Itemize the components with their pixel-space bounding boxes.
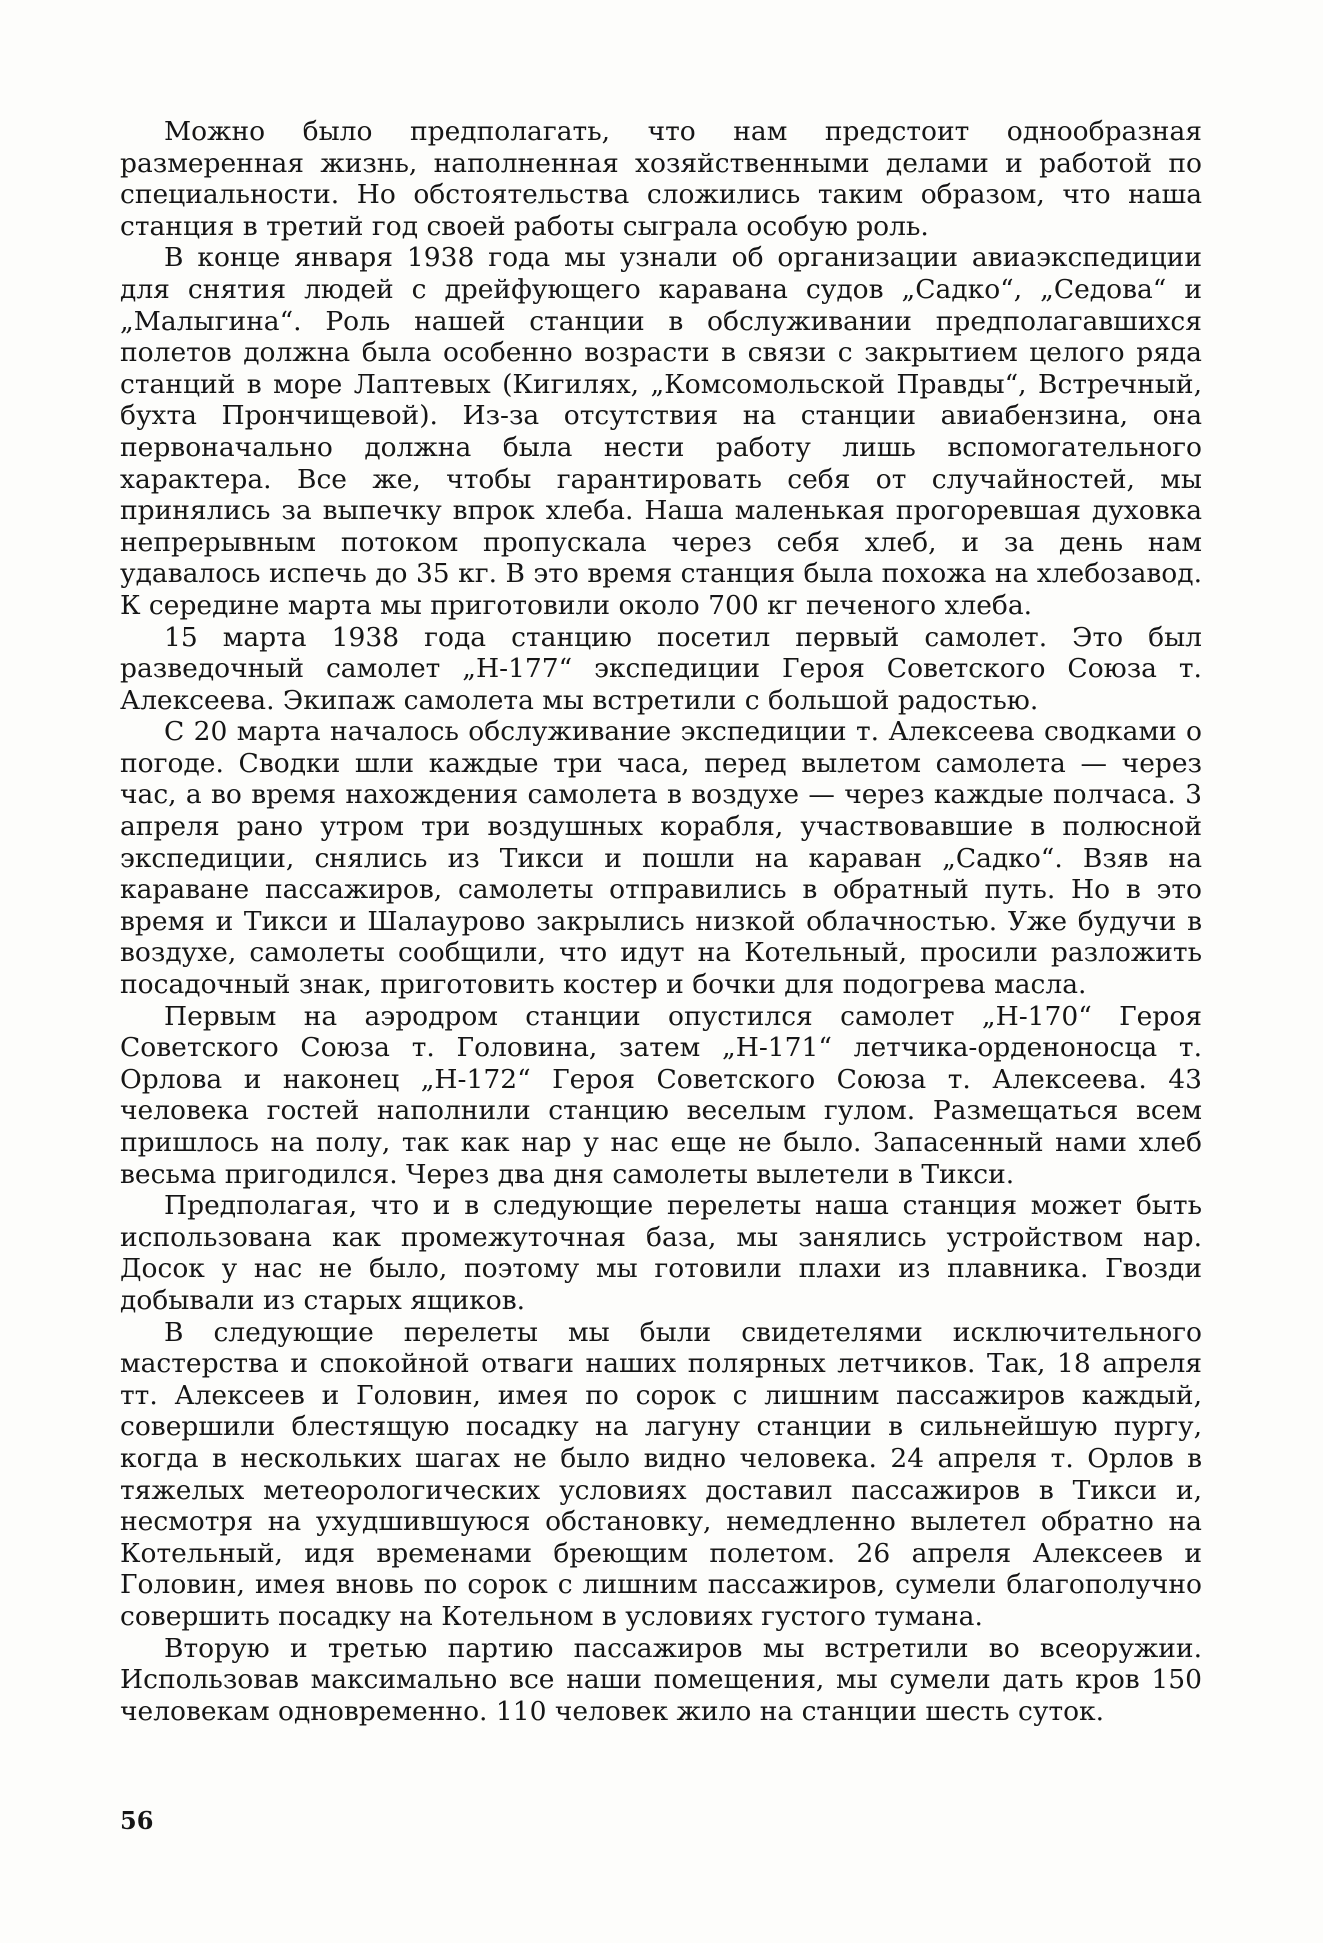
paragraph: Вторую и третью партию пассажиров мы встретили во всеоружии. Использовав максимально все наши помещения, мы сумели дать кров 150 человекам одновременно. 110 человек жило на станции шесть суток. [120,1632,1202,1727]
paragraph: В конце января 1938 года мы узнали об организации авиаэкспедиции для снятия людей с дрейфующего каравана судов „Садко“, „Седова“ и „Малыгина“. Роль нашей станции в обслуживании предполагавшихся полетов должна была особенно возрасти в связи с закрытием целого ряда станций в море Лаптевых (Кигилях, „Комсомольской Правды“, Встречный, бухта Прончищевой). Из-за отсутствия на станции авиабензина, она первоначально должна была нести работу лишь вспомогательного характера. Все же, чтобы гарантировать себя от случайностей, мы принялись за выпечку впрок хлеба. Наша маленькая прогоревшая духовка непрерывным потоком пропускала через себя хлеб, и за день нам удавалось испечь до 35 кг. В это время станция была похожа на хлебозавод. К середине марта мы приготовили около 700 кг печеного хлеба. [120,242,1202,621]
paragraph: Можно было предполагать, что нам предстоит однообразная размеренная жизнь, наполненная хозяйственными делами и работой по специальности. Но обстоятельства сложились таким образом, что наша станция в третий год своей работы сыграла особую роль. [120,116,1202,242]
paragraph: Первым на аэродром станции опустился самолет „Н-170“ Героя Советского Союза т. Головина, затем „Н-171“ летчика-орденоносца т. Орлова и наконец „Н-172“ Героя Советского Союза т. Алексеева. 43 человека гостей наполнили станцию веселым гулом. Размещаться всем пришлось на полу, так как нар у нас еще не было. Запасенный нами хлеб весьма пригодился. Через два дня самолеты вылетели в Тикси. [120,1000,1202,1190]
paragraph: В следующие перелеты мы были свидетелями исключительного мастерства и спокойной отваги наших полярных летчиков. Так, 18 апреля тт. Алексеев и Головин, имея по сорок с лишним пассажиров каждый, совершили блестящую посадку на лагуну станции в сильнейшую пургу, когда в нескольких шагах не было видно человека. 24 апреля т. Орлов в тяжелых метеорологических условиях доставил пассажиров в Тикси и, несмотря на ухудшившуюся обстановку, немедленно вылетел обратно на Котельный, идя временами бреющим полетом. 26 апреля Алексеев и Головин, имея вновь по сорок с лишним пассажиров, сумели благополучно совершить посадку на Котельном в условиях густого тумана. [120,1316,1202,1632]
paragraph: Предполагая, что и в следующие перелеты наша станция может быть использована как промежуточная база, мы занялись устройством нар. Досок у нас не было, поэтому мы готовили плахи из плавника. Гвозди добывали из старых ящиков. [120,1190,1202,1316]
page-number: 56 [120,1806,154,1835]
body-text [120,116,1202,1727]
paragraph: 15 марта 1938 года станцию посетил первый самолет. Это был разведочный самолет „Н-177“ экспедиции Героя Советского Союза т. Алексеева. Экипаж самолета мы встретили с большой радостью. [120,621,1202,716]
paragraph: С 20 марта началось обслуживание экспедиции т. Алексеева сводками о погоде. Сводки шли каждые три часа, перед вылетом самолета — через час, а во время нахождения самолета в воздухе — через каждые полчаса. 3 апреля рано утром три воздушных корабля, участвовавшие в полюсной экспедиции, снялись из Тикси и пошли на караван „Садко“. Взяв на караване пассажиров, самолеты отправились в обратный путь. Но в это время и Тикси и Шалаурово закрылись низкой облачностью. Уже будучи в воздухе, самолеты сообщили, что идут на Котельный, просили разложить посадочный знак, приготовить костер и бочки для подогрева масла. [120,716,1202,1001]
